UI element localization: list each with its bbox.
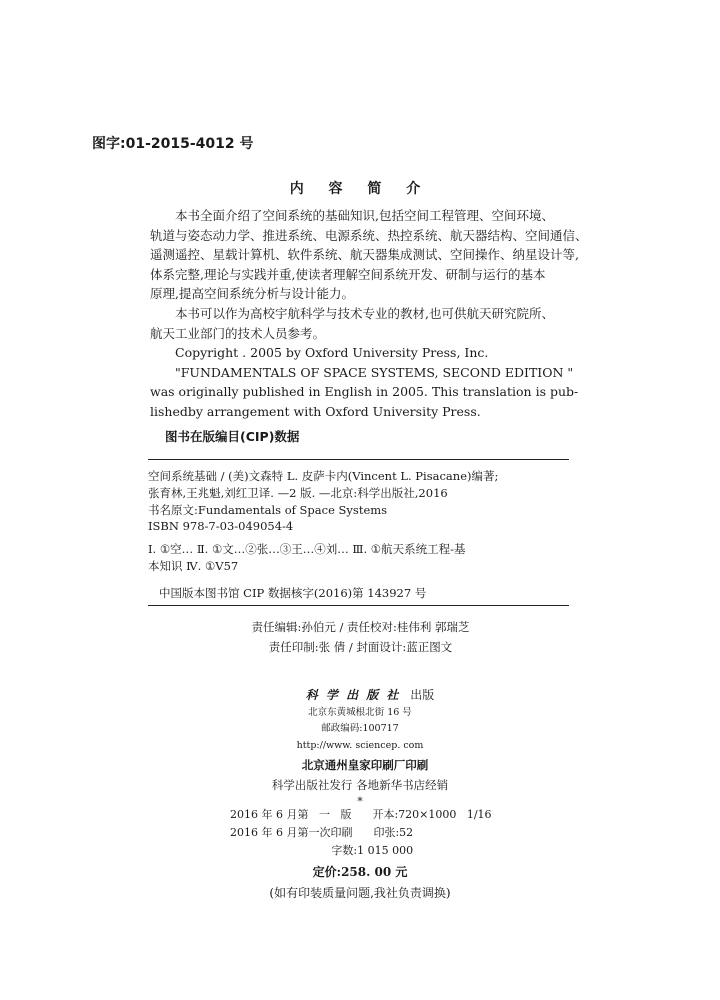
cip-line: ISBN 978-7-03-049054-4 bbox=[148, 519, 294, 534]
editor-line: 责任印制:张 倩 / 封面设计:蓝正图文 bbox=[268, 640, 453, 654]
cip-heading: 图书在版编目(CIP)数据 bbox=[165, 429, 300, 444]
intro-line: 遥测遥控、星载计算机、软件系统、航天器集成测试、空间操作、纳星设计等, bbox=[150, 247, 579, 263]
intro-line: lishedby arrangement with Oxford University Press. bbox=[150, 403, 481, 419]
price: 定价:258. 00 元 bbox=[312, 865, 408, 879]
publisher-suffix: 出版 bbox=[410, 688, 435, 702]
publisher-block bbox=[0, 685, 720, 809]
registration-number: 图字:01-2015-4012 号 bbox=[92, 136, 254, 152]
intro-line: 航天工业部门的技术人员参考。 bbox=[150, 325, 326, 341]
price-row bbox=[0, 863, 720, 880]
print-info-line: 字数:1 015 000 bbox=[230, 844, 414, 857]
intro-line: Copyright . 2005 by Oxford University Press, Inc. bbox=[175, 345, 489, 361]
publisher-address: 北京东黄城根北街 16 号 bbox=[308, 707, 412, 718]
cip-number: 中国版本图书馆 CIP 数据核字(2016)第 143927 号 bbox=[159, 586, 427, 600]
cip-number-row bbox=[148, 585, 573, 602]
publisher-website: http://www. sciencep. com bbox=[296, 740, 424, 751]
print-info-line: 2016 年 6 月第 一 版 开本:720×1000 1/16 bbox=[230, 808, 492, 821]
cip-top-rule bbox=[148, 459, 569, 460]
intro-text bbox=[150, 206, 588, 422]
print-info bbox=[230, 806, 492, 860]
cip-line: 张育林,王兆魁,刘红卫译. —2 版. —北京:科学出版社,2016 bbox=[148, 485, 448, 500]
cip-line: 书名原文:Fundamentals of Space Systems bbox=[148, 502, 388, 517]
intro-line: was originally published in English in 2005. This translation is pub- bbox=[150, 384, 579, 400]
notice-row bbox=[0, 884, 720, 901]
intro-line: 体系完整,理论与实践并重,使读者理解空间系统开发、研制与运行的基本 bbox=[150, 266, 546, 282]
separator: * bbox=[357, 795, 363, 808]
cip-record bbox=[148, 468, 573, 535]
publisher-name: 科 学 出 版 社 bbox=[305, 688, 401, 702]
publisher-postcode: 邮政编码:100717 bbox=[321, 723, 399, 734]
cip-class-line: 本知识 Ⅳ. ①V57 bbox=[148, 558, 239, 573]
cip-class-line: Ⅰ. ①空… Ⅱ. ①文…②张…③王…④刘… Ⅲ. ①航天系统工程-基 bbox=[148, 542, 466, 556]
cip-bottom-rule bbox=[148, 605, 569, 606]
print-info-line: 2016 年 6 月第一次印刷 印张:52 bbox=[230, 826, 414, 839]
quality-notice: (如有印装质量问题,我社负责调换) bbox=[269, 886, 451, 900]
cip-line: 空间系统基础 / (美)文森特 L. 皮萨卡内(Vincent L. Pisacane)编著; bbox=[148, 469, 499, 483]
editors bbox=[148, 617, 573, 657]
intro-line: 本书可以作为高校宇航科学与技术专业的教材,也可供航天研究院所、 bbox=[175, 305, 554, 321]
editor-line: 责任编辑:孙伯元 / 责任校对:桂伟利 郭瑞芝 bbox=[251, 620, 470, 634]
intro-line: "FUNDAMENTALS OF SPACE SYSTEMS, SECOND EDITION " bbox=[175, 364, 574, 380]
printer: 北京通州皇家印刷厂印刷 bbox=[301, 758, 429, 772]
distribution: 科学出版社发行 各地新华书店经销 bbox=[271, 778, 449, 792]
intro-title: 内 容 简 介 bbox=[289, 181, 431, 197]
intro-line: 原理,提高空间系统分析与设计能力。 bbox=[150, 286, 354, 302]
intro-line: 本书全面介绍了空间系统的基础知识,包括空间工程管理、空间环境、 bbox=[175, 208, 554, 223]
cip-classification bbox=[148, 541, 573, 575]
intro-line: 轨道与姿态动力学、推进系统、电源系统、热控系统、航天器结构、空间通信、 bbox=[150, 227, 588, 243]
